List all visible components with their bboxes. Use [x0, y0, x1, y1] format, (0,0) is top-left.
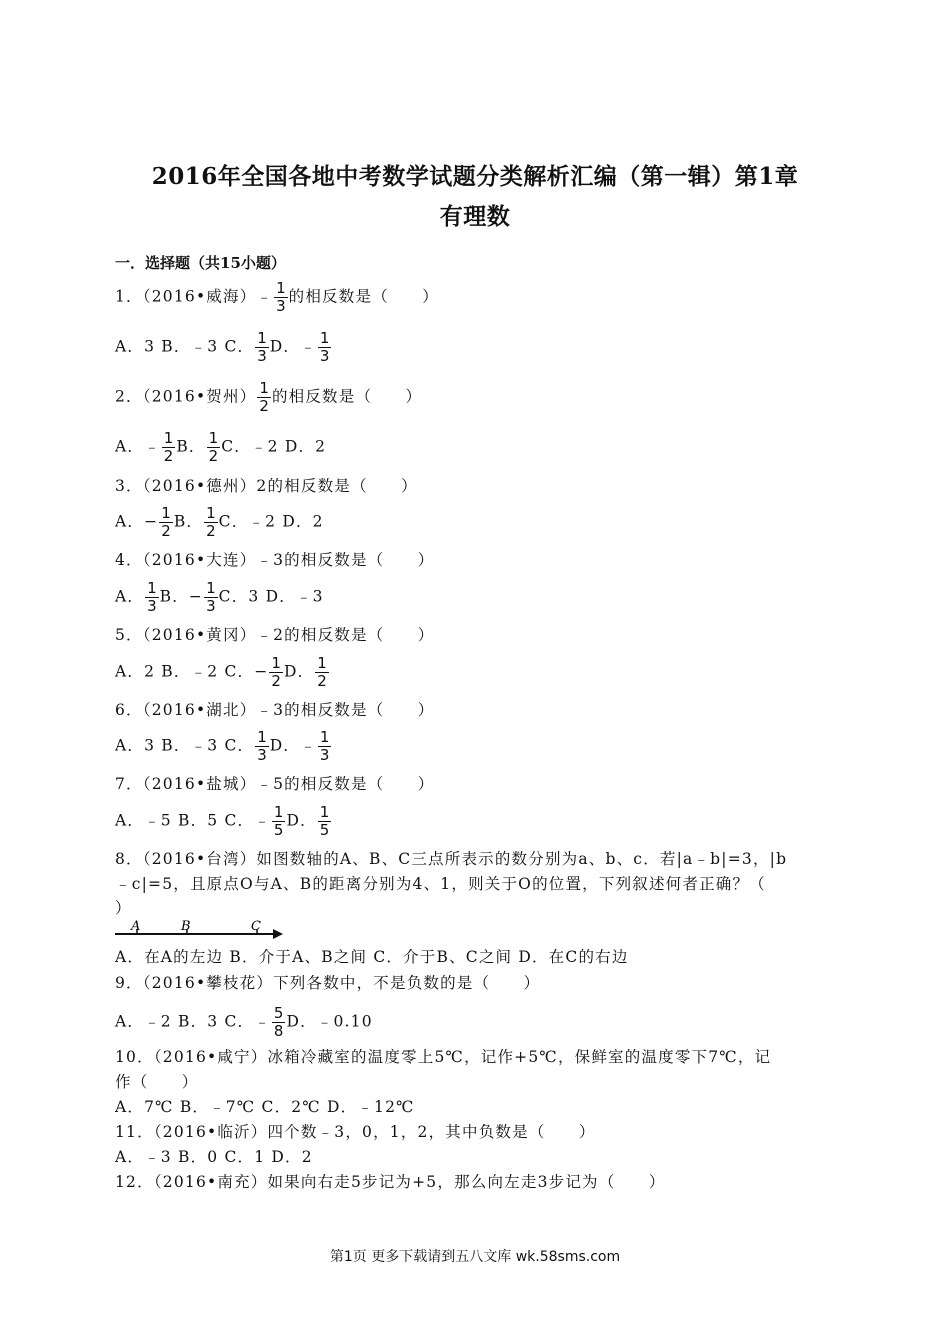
fraction: $\frac{1}{2}$	[206, 504, 216, 540]
number-line-figure	[115, 918, 285, 940]
question-3-stem: 3．（2016•德州）2的相反数是（ ）	[115, 477, 418, 495]
fraction: $\frac{1}{3}$	[147, 579, 157, 615]
fraction: $\frac{1}{3}$	[257, 329, 267, 365]
question-7-options: A．﹣5 B．5 C．﹣ $\frac{1}{5}$ D． $\frac{1}{5}$	[115, 803, 330, 839]
question-3-options: A．− $\frac{1}{2}$ B． $\frac{1}{2}$ C．﹣2 D．2	[115, 504, 324, 540]
question-1-options: A．3 B．﹣3 C． $\frac{1}{3}$ D．﹣ $\frac{1}{3}$	[115, 329, 330, 365]
question-4-options: A． $\frac{1}{3}$ B．− $\frac{1}{3}$ C．3 D．﹣3	[115, 579, 324, 615]
question-10-line2: 作（ ）	[115, 1073, 199, 1091]
question-9-stem: 9．（2016•攀枝花）下列各数中，不是负数的是（ ）	[115, 974, 541, 992]
fraction: $\frac{1}{2}$	[271, 654, 281, 690]
fraction: $\frac{1}{5}$	[273, 803, 284, 839]
fraction: $\frac{1}{3}$	[257, 728, 267, 764]
question-11-stem: 11．（2016•临沂）四个数﹣3，0，1，2，其中负数是（ ）	[115, 1123, 596, 1141]
question-8-options: A．在A的左边 B．介于A、B之间 C．介于B、C之间 D．在C的右边	[115, 948, 629, 966]
question-5-options: A．2 B．﹣2 C．− $\frac{1}{2}$ D． $\frac{1}{2}$	[115, 654, 327, 690]
fraction: $\frac{1}{5}$	[319, 803, 330, 839]
question-12-stem: 12．（2016•南充）如果向右走5步记为+5，那么向左走3步记为（ ）	[115, 1173, 666, 1191]
question-9-options: A．﹣2 B．3 C．﹣ $\frac{5}{8}$ D．﹣0.10	[115, 1004, 373, 1040]
fraction: $\frac{1}{2}$	[163, 429, 174, 465]
question-8-line2: ﹣c|=5，且原点O与A、B的距离分别为4、1，则关于O的位置，下列叙述何者正确？（	[115, 875, 766, 893]
question-1-stem: 1．（2016•威海）﹣ $\frac{1}{3}$ 的相反数是（ ）	[115, 279, 439, 315]
question-11-options: A．﹣3 B．0 C．1 D．2	[115, 1148, 313, 1166]
document-title-line2: 有理数	[439, 203, 511, 230]
question-7-stem: 7．（2016•盐城）﹣5的相反数是（ ）	[115, 775, 435, 793]
question-5-stem: 5．（2016•黄冈）﹣2的相反数是（ ）	[115, 626, 435, 644]
section-heading: 一．选择题（共15小题）	[115, 254, 286, 272]
fraction: $\frac{5}{8}$	[273, 1004, 284, 1040]
question-10-options: A．7℃ B．﹣7℃ C．2℃ D．﹣12℃	[115, 1098, 415, 1116]
fraction: $\frac{1}{2}$	[317, 654, 327, 690]
page-footer: 第1页 更多下载请到五八文库 wk.58sms.com	[329, 1249, 621, 1265]
fraction: $\frac{1}{3}$	[319, 728, 330, 764]
fraction: $\frac{1}{3}$	[206, 579, 216, 615]
question-2-options: A．﹣ $\frac{1}{2}$ B． $\frac{1}{2}$ C．﹣2 D．2	[115, 429, 327, 465]
axis-label-a: A	[131, 919, 141, 934]
fraction: $\frac{1}{2}$	[161, 504, 171, 540]
question-10-line1: 10．（2016•咸宁）冰箱冷藏室的温度零上5℃，记作+5℃，保鲜室的温度零下7℃，记	[115, 1048, 772, 1066]
fraction: $\frac{1}{3}$	[319, 329, 330, 365]
question-6-stem: 6．（2016•湖北）﹣3的相反数是（ ）	[115, 701, 435, 719]
question-8-line1: 8．（2016•台湾）如图数轴的A、B、C三点所表示的数分别为a、b、c．若|a﹣b|=3，|b	[115, 850, 788, 868]
question-6-options: A．3 B．﹣3 C． $\frac{1}{3}$ D．﹣ $\frac{1}{3}$	[115, 728, 330, 764]
axis-label-c: C	[251, 919, 261, 934]
question-2-stem: 2．（2016•贺州） $\frac{1}{2}$ 的相反数是（ ）	[115, 379, 423, 415]
document-title-line1: 2016年全国各地中考数学试题分类解析汇编（第一辑）第1章	[151, 163, 799, 190]
fraction: $\frac{1}{2}$	[259, 379, 269, 415]
fraction: $\frac{1}{3}$	[276, 279, 286, 315]
question-8-line3: ）	[115, 899, 132, 917]
axis-label-b: B	[181, 919, 191, 934]
fraction: $\frac{1}{2}$	[208, 429, 219, 465]
question-4-stem: 4．（2016•大连）﹣3的相反数是（ ）	[115, 551, 435, 569]
arrow-right-icon	[273, 929, 283, 939]
